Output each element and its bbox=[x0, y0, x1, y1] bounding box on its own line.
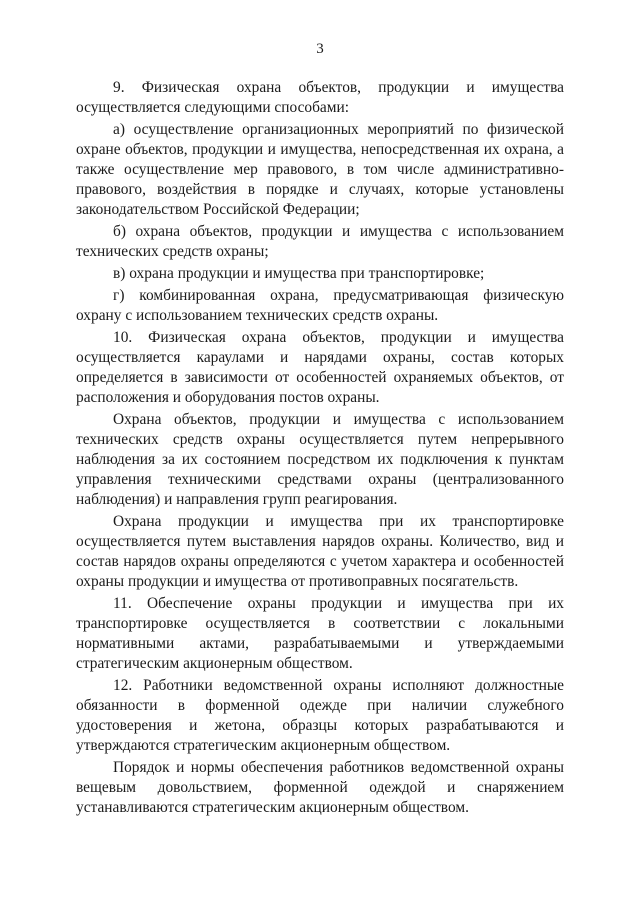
paragraph-12-uniform-norms: Порядок и нормы обеспечения работников ведомственной охраны вещевым довольствием, форменной одеждой и снаряжением устанавливаются стратегическим акционерным обществом. bbox=[76, 759, 564, 816]
paragraph-10-technical-means: Охрана объектов, продукции и имущества с использованием технических средств охраны осуществляется путем непрерывного наблюдения за их состоянием посредством их подключения к пунктам управления техническими средствами охраны (централизованного наблюдения) и направления групп реагирования. bbox=[76, 411, 564, 508]
paragraph-11: 11. Обеспечение охраны продукции и имущества при их транспортировке осуществляется в соответствии с локальными нормативными актами, разрабатываемыми и утверждаемыми стратегическим акционерным обществом. bbox=[76, 595, 564, 672]
paragraph-10-transport: Охрана продукции и имущества при их транспортировке осуществляется путем выставления нарядов охраны. Количество, вид и состав нарядов охраны определяются с учетом характера и особенностей охраны продукции и имущества от противоправных посягательств. bbox=[76, 513, 564, 590]
paragraph-9v: в) охрана продукции и имущества при транспортировке; bbox=[113, 265, 485, 282]
page-number: 3 bbox=[316, 41, 324, 57]
document-body bbox=[76, 78, 564, 820]
paragraph-10: 10. Физическая охрана объектов, продукции и имущества осуществляется караулами и нарядами охраны, состав которых определяется в зависимости от особенностей охраняемых объектов, от расположения и оборудования постов охраны. bbox=[76, 329, 564, 406]
paragraph-9g: г) комбинированная охрана, предусматривающая физическую охрану с использованием технических средств охраны. bbox=[76, 287, 564, 324]
paragraph-9b: б) охрана объектов, продукции и имущества с использованием технических средств охраны; bbox=[76, 223, 564, 260]
paragraph-9: 9. Физическая охрана объектов, продукции и имущества осуществляется следующими способами: bbox=[76, 79, 564, 116]
paragraph-12: 12. Работники ведомственной охраны исполняют должностные обязанности в форменной одежде при наличии служебного удостоверения и жетона, образцы которых разрабатываются и утверждаются стратегическим акционерным обществом. bbox=[76, 677, 564, 754]
paragraph-9a: а) осуществление организационных мероприятий по физической охране объектов, продукции и имущества, непосредственная их охрана, а также осуществление мер правового, в том числе административно-правового, воздействия в порядке и случаях, которые установлены законодательством Российской Федерации; bbox=[76, 121, 564, 218]
